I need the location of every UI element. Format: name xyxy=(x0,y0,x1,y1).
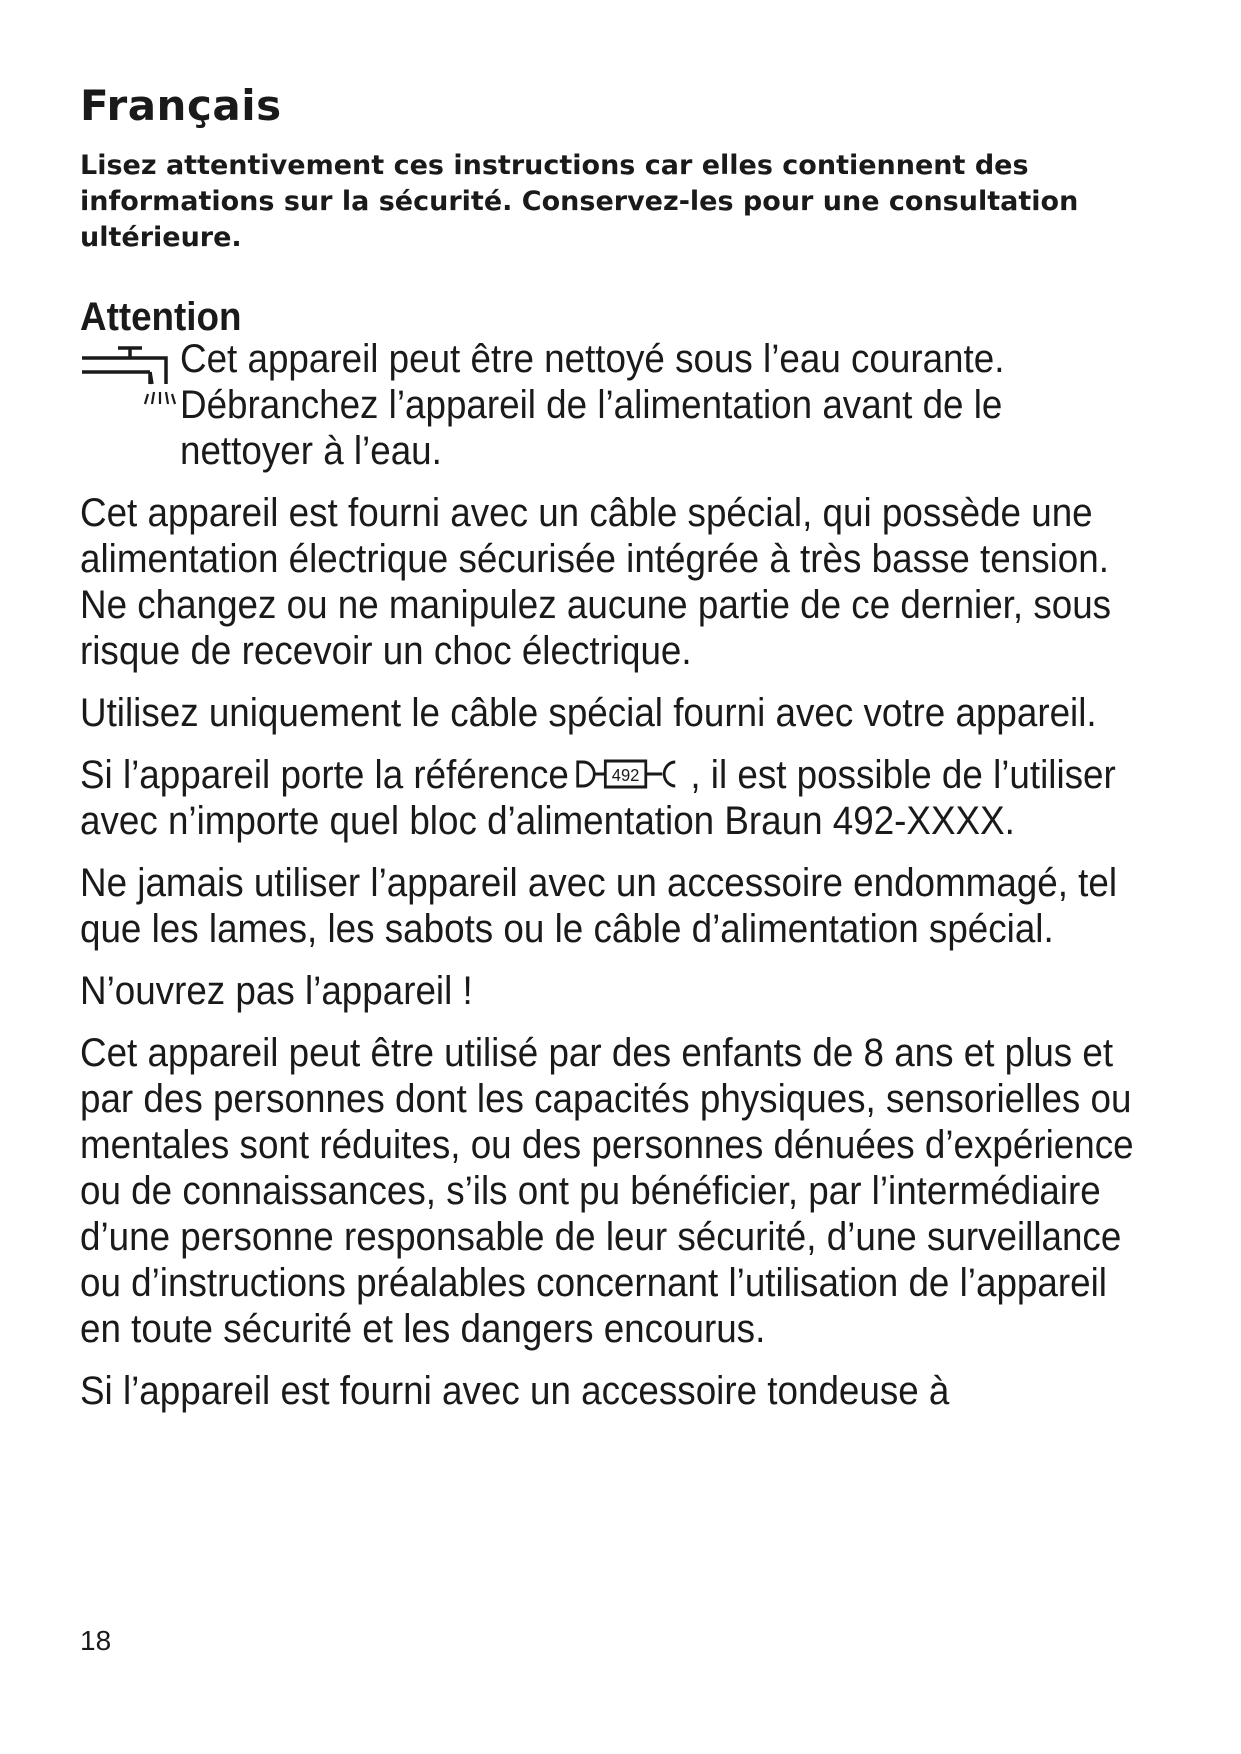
paragraph-special-cable: Cet appareil est fourni avec un câble spécial, qui possède une alimentation électrique sécurisée intégrée à très basse tension. Ne changez ou ne manipulez aucune partie de ce dernier, sous risque de recevoir un choc électrique. xyxy=(80,491,1112,673)
document-page xyxy=(80,80,1170,1430)
running-water-tap-icon xyxy=(80,342,180,422)
section-heading-attention: Attention xyxy=(80,295,242,339)
paragraph-do-not-open: N’ouvrez pas l’appareil ! xyxy=(80,969,473,1014)
reference-text-before: Si l’appareil porte la référence xyxy=(80,753,569,797)
power-supply-492-icon xyxy=(574,756,688,792)
paragraph-reference-492 xyxy=(80,752,1147,844)
paragraph-damaged-accessory: Ne jamais utiliser l’appareil avec un accessoire endommagé, tel que les lames, les sabots ou le câble d’alimentation spécial. xyxy=(80,861,1118,952)
paragraph-trimmer-accessory: Si l’appareil est fourni avec un accessoire tondeuse à xyxy=(80,1369,950,1414)
paragraph-children-supervision: Cet appareil peut être utilisé par des enfants de 8 ans et plus et par des personnes dont les capacités physiques, sensorielles ou mentales sont réduites, ou des personnes dénuées d’expérience ou de connaissances, s’ils ont pu bénéficier, par l’intermédiaire d’une personne responsable de leur sécurité, d’une surveillance ou d’instructions préalables concernant l’utilisation de l’appareil en toute sécurité et les dangers encourus. xyxy=(80,1031,1134,1352)
warning-text: Cet appareil peut être nettoyé sous l’eau courante. Débranchez l’appareil de l’alimentation avant de le nettoyer à l’eau. xyxy=(180,337,1005,473)
page-number: 18 xyxy=(80,1625,112,1656)
paragraph-use-supplied-cable: Utilisez uniquement le câble spécial fourni avec votre appareil. xyxy=(80,691,1097,735)
language-title: Français xyxy=(80,81,282,130)
water-cleaning-warning xyxy=(80,336,1170,474)
power-supply-reference-label: 492 xyxy=(612,764,640,786)
intro-note: Lisez attentivement ces instructions car elles contiennent des informations sur la sécurité. Conservez-les pour une consultation ultérieure. xyxy=(80,150,1079,253)
reference-text-after: , il est possible de l’utiliser avec n’importe quel bloc d’alimentation Braun 492-XXXX. xyxy=(80,753,1116,844)
